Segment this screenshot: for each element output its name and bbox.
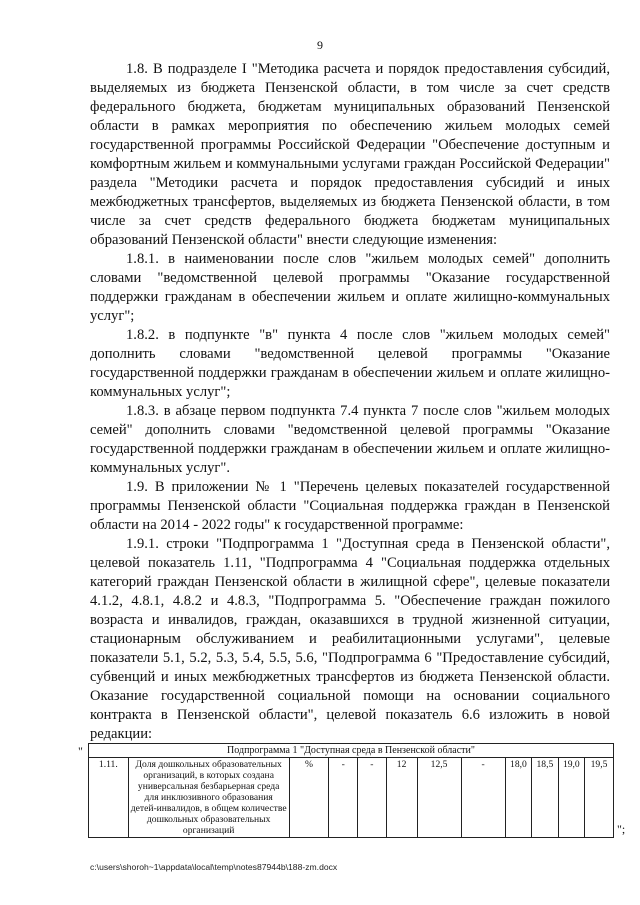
paragraph: 1.8.1. в наименовании после слов "жильем молодых семей" дополнить словами "ведомственной целевой программы "Оказание государственной поддержки гражданам в обеспечении жильем и оплате жилищно-коммунальных услуг";: [90, 251, 610, 324]
table-cell-value: 12: [386, 758, 417, 838]
page-number: 9: [317, 38, 323, 52]
table-cell-num: 1.11.: [89, 758, 129, 838]
indicator-table: [88, 743, 614, 838]
table-cell-indicator: Доля дошкольных образовательных организаций, в которых создана универсальная безбарьерная среда для инклюзивного образования детей-инвалидов, в общем количестве дошкольных образовательных организаций: [128, 758, 289, 838]
footer-file-path: c:\users\shoroh~1\appdata\local\temp\notes87944b\188-zm.docx: [90, 862, 338, 872]
document-body: [90, 60, 610, 744]
table-cell-value: 18,0: [505, 758, 531, 838]
table-cell-value: 19,0: [558, 758, 584, 838]
paragraph: 1.9.1. строки "Подпрограмма 1 "Доступная среда в Пензенской области", целевой показатель 1.11, "Подпрограмма 4 "Социальная поддержка отдельных категорий граждан Пензенской области в жилищной сфере", целевые показатели 4.1.2, 4.8.1, 4.8.2 и 4.8.3, "Подпрограмма 5. "Обеспечение граждан пожилого возраста и инвалидов, граждан, оказавшихся в трудной жизненной ситуации, стационарным обслуживанием и реабилитационными услугами", целевые показатели 5.1, 5.2, 5.3, 5.4, 5.5, 5.6, "Подпрограмма 6 "Предоставление субсидий, субвенций и иных межбюджетных трансфертов из бюджета Пензенской области. Оказание государственной социальной помощи на основании социального контракта в Пензенской области", целевой показатель 6.6 изложить в новой редакции:: [90, 536, 610, 742]
table-cell-unit: %: [289, 758, 329, 838]
paragraph: 1.8.2. в подпункте "в" пункта 4 после слов "жильем молодых семей" дополнить словами "ведомственной целевой программы "Оказание государственной поддержки гражданам в обеспечении жильем и оплате жилищно-коммунальных услуг";: [90, 327, 610, 400]
paragraph: 1.9. В приложении № 1 "Перечень целевых показателей государственной программы Пензенской области "Социальная поддержка граждан в Пензенской области на 2014 - 2022 годы" к государственной программе:: [90, 479, 610, 533]
table-cell-value: 12,5: [417, 758, 461, 838]
paragraph: 1.8. В подразделе I "Методика расчета и порядок предоставления субсидий, выделяемых из бюджета Пензенской области, в том числе за счет средств федерального бюджета, бюджетам муниципальных образований Пензенской области в рамках мероприятия по обеспечению жильем молодых семей государственной программы Российской Федерации "Обеспечение доступным и комфортным жильем и коммунальными услугами граждан Российской Федерации" раздела "Методики расчета и порядок предоставления субсидий и иных межбюджетных трансфертов, выделяемых из бюджета Пензенской области, в том числе за счет средств федерального бюджета бюджетам муниципальных образований Пензенской области" внести следующие изменения:: [90, 61, 610, 248]
table-cell-value: 18,5: [532, 758, 558, 838]
table-header: Подпрограмма 1 "Доступная среда в Пензенской области": [89, 744, 614, 758]
quote-open-mark: ": [78, 744, 83, 758]
table-cell-value: -: [358, 758, 387, 838]
table-header-row: [89, 744, 614, 758]
table-cell-value: -: [329, 758, 358, 838]
paragraph: 1.8.3. в абзаце первом подпункта 7.4 пункта 7 после слов "жильем молодых семей" дополнить словами "ведомственной целевой программы "Оказание государственной поддержки гражданам в обеспечении жильем и оплате жилищно-коммунальных услуг".: [90, 403, 610, 476]
table-cell-value: 19,5: [585, 758, 614, 838]
table-cell-value: -: [461, 758, 505, 838]
quote-close-mark: ";: [617, 822, 626, 836]
table-row: [89, 758, 614, 838]
